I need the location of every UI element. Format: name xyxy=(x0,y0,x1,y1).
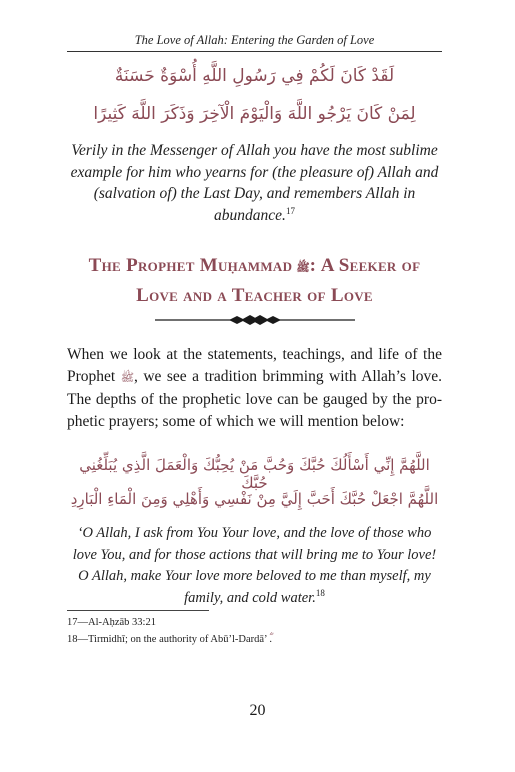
running-head: The Love of Allah: Entering the Garden of Love xyxy=(134,33,375,47)
heading-title-part1: The Prophet Muḥammad xyxy=(88,255,293,276)
footnote-ref-18[interactable]: 18 xyxy=(315,587,325,598)
salutation-glyph: ﷺ xyxy=(296,262,310,274)
footnote-rule xyxy=(67,610,209,611)
page-number: 20 xyxy=(249,702,266,719)
quran-verse-translation xyxy=(67,140,442,226)
prayer-arabic-line1: اللَّهُمَّ إِنِّي أَسْأَلُكَ حُبَّكَ وَحُبَّ مَنْ يُحِبُّكَ وَالْعَمَلَ الَّذِي يُبَلِّغُنِي حُبَّكَ xyxy=(79,456,430,492)
verse-translation-text: Verily in the Messenger of Allah you have the most sublime example for him who yearns for (the pleasure of) Allah and (salvation of) the Last Day, and remembers Allah in abundance. xyxy=(70,142,439,224)
heading-title-part2: : A Seeker of xyxy=(309,255,421,276)
salutation-glyph: ﷺ xyxy=(120,371,134,384)
prayer-translation-text: ‘O Allah, I ask from You Your love, and the love of those who love You, and for those actions that will bring me to Your love! O Allah, make Your love more beloved to me than myself, my family, and cold water. xyxy=(72,525,437,606)
footnote-18-text: 18—Tirmidhī; on the authority of Abū’l-Dardā’ xyxy=(67,634,267,645)
quran-verse-arabic-line2: لِمَنْ كَانَ يَرْجُو اللَّهَ وَالْيَوْمَ الْآخِرَ وَذَكَرَ اللَّهَ كَثِيرًا xyxy=(93,104,416,124)
body-text-part1: When we look at the statements, teachings, and life of the Prophet xyxy=(67,346,442,385)
body-text-part2: , we see a tradition brimming with Allah’s love. The depths of the prophetic love can be gauged by the prophetic prayers; some of which we will mention below: xyxy=(67,367,443,430)
section-heading xyxy=(67,252,442,309)
section-heading-line2: Love and a Teacher of Love xyxy=(136,285,373,306)
body-paragraph xyxy=(67,344,442,432)
prayer-arabic-line2: اللَّهُمَّ اجْعَلْ حُبَّكَ أَحَبَّ إِلَيَّ مِنْ نَفْسِي وَأَهْلِي وَمِنَ الْمَاءِ الْبَارِدِ xyxy=(70,490,439,508)
prayer-translation xyxy=(67,523,442,609)
quran-verse-arabic-line1: لَقَدْ كَانَ لَكُمْ فِي رَسُولِ اللَّهِ أُسْوَةٌ حَسَنَةٌ xyxy=(114,66,395,86)
footnote-18: 18—Tirmidhī; on the authority of Abū’l-Dardā’ . xyxy=(67,634,273,645)
section-heading-line1 xyxy=(67,252,442,282)
ornament-divider xyxy=(155,313,355,327)
header-rule xyxy=(67,51,442,52)
footnote-ref-17[interactable]: 17 xyxy=(285,205,295,216)
footnote-17: 17—Al-Aḥzāb 33:21 xyxy=(67,617,156,628)
